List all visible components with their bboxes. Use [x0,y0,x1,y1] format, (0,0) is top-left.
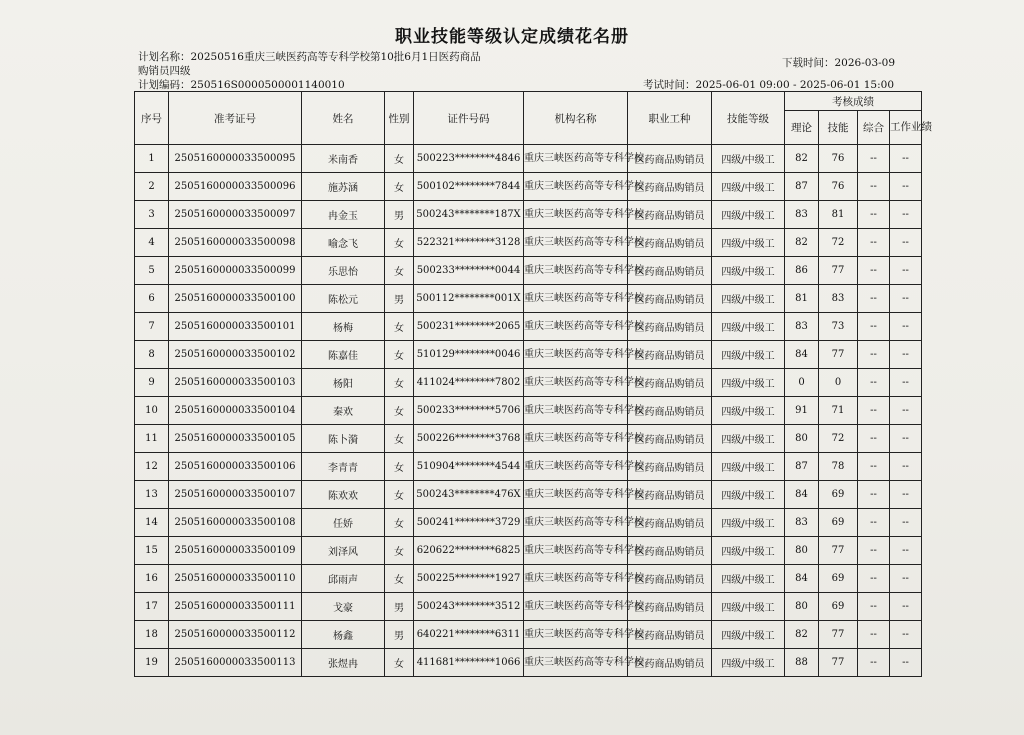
cell-id-no: 640221********6311 [414,621,524,649]
cell-org: 重庆三峡医药高等专科学校 [524,229,628,257]
cell-skill: 73 [819,313,858,341]
cell-work: -- [890,341,922,369]
cell-id-no: 500243********187X [414,201,524,229]
cell-gender: 女 [385,453,414,481]
plan-name: 计划名称：20250516重庆三峡医药高等专科学校第10批6月1日医药商品 [138,51,481,63]
cell-work: -- [890,313,922,341]
cell-seq: 13 [135,481,169,509]
cell-ticket: 2505160000033500113 [169,649,302,677]
header-gender: 性别 [385,92,414,145]
table-row [135,397,922,425]
cell-id-no: 500241********3729 [414,509,524,537]
cell-id-no: 510904********4544 [414,453,524,481]
cell-overall: -- [858,229,890,257]
cell-work: -- [890,173,922,201]
score-roster-table [134,91,932,677]
cell-overall: -- [858,621,890,649]
cell-org: 重庆三峡医药高等专科学校 [524,649,628,677]
cell-gender: 女 [385,341,414,369]
cell-id-no: 500233********5706 [414,397,524,425]
cell-name: 陈欢欢 [302,481,385,509]
cell-overall: -- [858,341,890,369]
header-occupation: 职业工种 [628,92,712,145]
cell-level: 四级/中级工 [712,145,785,173]
cell-theory: 80 [785,593,819,621]
cell-gender: 女 [385,397,414,425]
cell-skill: 69 [819,481,858,509]
cell-org: 重庆三峡医药高等专科学校 [524,425,628,453]
cell-level: 四级/中级工 [712,453,785,481]
cell-occupation: 医药商品购销员 [628,453,712,481]
table-row [135,593,922,621]
table-row [135,257,922,285]
header-theory: 理论 [785,111,819,145]
cell-gender: 女 [385,229,414,257]
cell-id-no: 620622********6825 [414,537,524,565]
cell-ticket: 2505160000033500101 [169,313,302,341]
cell-overall: -- [858,257,890,285]
header-overall: 综合 [858,111,890,145]
cell-id-no: 500112********001X [414,285,524,313]
cell-skill: 77 [819,537,858,565]
table-row [135,621,922,649]
table-row [135,313,922,341]
cell-level: 四级/中级工 [712,257,785,285]
cell-seq: 10 [135,397,169,425]
cell-work: -- [890,285,922,313]
cell-work: -- [890,593,922,621]
cell-name: 邱雨声 [302,565,385,593]
cell-id-no: 411681********1066 [414,649,524,677]
cell-seq: 19 [135,649,169,677]
cell-theory: 84 [785,481,819,509]
cell-org: 重庆三峡医药高等专科学校 [524,313,628,341]
cell-theory: 80 [785,425,819,453]
cell-occupation: 医药商品购销员 [628,537,712,565]
cell-skill: 78 [819,453,858,481]
cell-org: 重庆三峡医药高等专科学校 [524,621,628,649]
cell-ticket: 2505160000033500106 [169,453,302,481]
exam-time: 考试时间：2025-06-01 09:00 - 2025-06-01 15:00 [643,79,894,91]
cell-level: 四级/中级工 [712,621,785,649]
table-row [135,453,922,481]
table-row [135,341,922,369]
cell-id-no: 500243********476X [414,481,524,509]
cell-occupation: 医药商品购销员 [628,145,712,173]
cell-overall: -- [858,425,890,453]
cell-ticket: 2505160000033500099 [169,257,302,285]
cell-name: 施苏涵 [302,173,385,201]
cell-org: 重庆三峡医药高等专科学校 [524,257,628,285]
cell-overall: -- [858,313,890,341]
cell-name: 喻念飞 [302,229,385,257]
cell-org: 重庆三峡医药高等专科学校 [524,537,628,565]
cell-name: 陈卜漪 [302,425,385,453]
cell-level: 四级/中级工 [712,481,785,509]
table-row [135,173,922,201]
cell-seq: 14 [135,509,169,537]
cell-seq: 4 [135,229,169,257]
cell-level: 四级/中级工 [712,397,785,425]
cell-skill: 81 [819,201,858,229]
table-row [135,369,922,397]
cell-org: 重庆三峡医药高等专科学校 [524,397,628,425]
table-row [135,285,922,313]
cell-work: -- [890,649,922,677]
cell-occupation: 医药商品购销员 [628,509,712,537]
cell-seq: 2 [135,173,169,201]
cell-seq: 11 [135,425,169,453]
cell-gender: 女 [385,649,414,677]
cell-name: 刘泽风 [302,537,385,565]
cell-work: -- [890,425,922,453]
cell-occupation: 医药商品购销员 [628,593,712,621]
cell-skill: 69 [819,509,858,537]
header-scores-group: 考核成绩 [785,92,922,111]
cell-work: -- [890,397,922,425]
cell-org: 重庆三峡医药高等专科学校 [524,145,628,173]
header-seq: 序号 [135,92,169,145]
cell-name: 秦欢 [302,397,385,425]
cell-skill: 72 [819,229,858,257]
cell-occupation: 医药商品购销员 [628,229,712,257]
cell-overall: -- [858,173,890,201]
cell-overall: -- [858,537,890,565]
cell-skill: 77 [819,649,858,677]
document-title: 职业技能等级认定成绩花名册 [395,27,629,47]
cell-overall: -- [858,397,890,425]
table-row [135,201,922,229]
cell-ticket: 2505160000033500108 [169,509,302,537]
cell-ticket: 2505160000033500104 [169,397,302,425]
cell-gender: 女 [385,257,414,285]
cell-ticket: 2505160000033500109 [169,537,302,565]
cell-id-no: 500233********0044 [414,257,524,285]
cell-work: -- [890,229,922,257]
header-ticket: 准考证号 [169,92,302,145]
cell-seq: 9 [135,369,169,397]
cell-ticket: 2505160000033500103 [169,369,302,397]
cell-skill: 77 [819,341,858,369]
table-row [135,537,922,565]
cell-level: 四级/中级工 [712,173,785,201]
cell-level: 四级/中级工 [712,593,785,621]
cell-overall: -- [858,509,890,537]
cell-work: -- [890,453,922,481]
cell-theory: 84 [785,565,819,593]
cell-org: 重庆三峡医药高等专科学校 [524,453,628,481]
cell-gender: 女 [385,481,414,509]
cell-name: 杨鑫 [302,621,385,649]
plan-name-continued: 购销员四级 [138,65,191,77]
cell-ticket: 2505160000033500102 [169,341,302,369]
cell-work: -- [890,565,922,593]
cell-name: 冉金玉 [302,201,385,229]
cell-seq: 5 [135,257,169,285]
cell-skill: 0 [819,369,858,397]
cell-id-no: 510129********0046 [414,341,524,369]
cell-org: 重庆三峡医药高等专科学校 [524,341,628,369]
cell-skill: 77 [819,257,858,285]
cell-id-no: 522321********3128 [414,229,524,257]
cell-overall: -- [858,593,890,621]
cell-occupation: 医药商品购销员 [628,369,712,397]
cell-theory: 87 [785,173,819,201]
cell-occupation: 医药商品购销员 [628,481,712,509]
cell-name: 李青青 [302,453,385,481]
header-skill: 技能 [819,111,858,145]
cell-gender: 女 [385,369,414,397]
cell-gender: 女 [385,425,414,453]
cell-theory: 83 [785,201,819,229]
cell-overall: -- [858,481,890,509]
cell-id-no: 500225********1927 [414,565,524,593]
cell-theory: 0 [785,369,819,397]
cell-org: 重庆三峡医药高等专科学校 [524,481,628,509]
cell-occupation: 医药商品购销员 [628,341,712,369]
cell-theory: 80 [785,537,819,565]
cell-level: 四级/中级工 [712,201,785,229]
cell-seq: 16 [135,565,169,593]
cell-theory: 88 [785,649,819,677]
cell-seq: 3 [135,201,169,229]
cell-name: 任娇 [302,509,385,537]
cell-work: -- [890,509,922,537]
cell-theory: 81 [785,285,819,313]
cell-overall: -- [858,285,890,313]
cell-overall: -- [858,565,890,593]
cell-seq: 7 [135,313,169,341]
cell-name: 张煜冉 [302,649,385,677]
download-time: 下载时间：2026-03-09 [782,57,896,69]
cell-skill: 69 [819,565,858,593]
table-row [135,481,922,509]
cell-level: 四级/中级工 [712,341,785,369]
cell-work: -- [890,481,922,509]
cell-id-no: 500226********3768 [414,425,524,453]
cell-skill: 77 [819,621,858,649]
cell-theory: 91 [785,397,819,425]
cell-ticket: 2505160000033500096 [169,173,302,201]
cell-overall: -- [858,649,890,677]
cell-org: 重庆三峡医药高等专科学校 [524,509,628,537]
cell-work: -- [890,201,922,229]
cell-overall: -- [858,201,890,229]
cell-org: 重庆三峡医药高等专科学校 [524,593,628,621]
cell-org: 重庆三峡医药高等专科学校 [524,285,628,313]
cell-seq: 1 [135,145,169,173]
cell-gender: 女 [385,313,414,341]
plan-code: 计划编码：250516S0000500001140010 [138,79,345,91]
cell-name: 陈松元 [302,285,385,313]
cell-ticket: 2505160000033500110 [169,565,302,593]
cell-occupation: 医药商品购销员 [628,285,712,313]
cell-seq: 18 [135,621,169,649]
cell-gender: 女 [385,173,414,201]
cell-id-no: 500102********7844 [414,173,524,201]
cell-org: 重庆三峡医药高等专科学校 [524,369,628,397]
cell-occupation: 医药商品购销员 [628,201,712,229]
cell-gender: 男 [385,621,414,649]
cell-name: 陈嘉佳 [302,341,385,369]
cell-name: 杨梅 [302,313,385,341]
cell-gender: 男 [385,593,414,621]
cell-level: 四级/中级工 [712,313,785,341]
cell-ticket: 2505160000033500098 [169,229,302,257]
cell-org: 重庆三峡医药高等专科学校 [524,173,628,201]
cell-overall: -- [858,145,890,173]
cell-overall: -- [858,453,890,481]
cell-theory: 82 [785,145,819,173]
cell-name: 戈豪 [302,593,385,621]
table-row [135,565,922,593]
cell-skill: 83 [819,285,858,313]
cell-id-no: 500223********4846 [414,145,524,173]
header-org: 机构名称 [524,92,628,145]
cell-occupation: 医药商品购销员 [628,173,712,201]
table-row [135,145,922,173]
cell-gender: 女 [385,537,414,565]
cell-org: 重庆三峡医药高等专科学校 [524,565,628,593]
cell-skill: 71 [819,397,858,425]
cell-work: -- [890,145,922,173]
cell-work: -- [890,537,922,565]
header-id-no: 证件号码 [414,92,524,145]
cell-skill: 72 [819,425,858,453]
cell-theory: 83 [785,313,819,341]
cell-level: 四级/中级工 [712,565,785,593]
cell-level: 四级/中级工 [712,425,785,453]
cell-ticket: 2505160000033500100 [169,285,302,313]
header-work: 工作业绩 [890,111,922,145]
cell-name: 杨阳 [302,369,385,397]
cell-gender: 男 [385,201,414,229]
cell-theory: 82 [785,621,819,649]
table-body [135,145,922,677]
cell-skill: 69 [819,593,858,621]
cell-ticket: 2505160000033500107 [169,481,302,509]
cell-ticket: 2505160000033500111 [169,593,302,621]
cell-work: -- [890,621,922,649]
cell-level: 四级/中级工 [712,509,785,537]
cell-level: 四级/中级工 [712,229,785,257]
cell-occupation: 医药商品购销员 [628,425,712,453]
cell-occupation: 医药商品购销员 [628,257,712,285]
cell-occupation: 医药商品购销员 [628,565,712,593]
cell-id-no: 411024********7802 [414,369,524,397]
cell-occupation: 医药商品购销员 [628,313,712,341]
table-row [135,509,922,537]
cell-occupation: 医药商品购销员 [628,649,712,677]
cell-occupation: 医药商品购销员 [628,397,712,425]
cell-level: 四级/中级工 [712,369,785,397]
cell-skill: 76 [819,145,858,173]
cell-work: -- [890,369,922,397]
cell-level: 四级/中级工 [712,537,785,565]
cell-gender: 男 [385,285,414,313]
cell-gender: 女 [385,565,414,593]
cell-ticket: 2505160000033500095 [169,145,302,173]
cell-seq: 6 [135,285,169,313]
cell-name: 乐思怡 [302,257,385,285]
cell-theory: 83 [785,509,819,537]
cell-skill: 76 [819,173,858,201]
cell-org: 重庆三峡医药高等专科学校 [524,201,628,229]
cell-theory: 84 [785,341,819,369]
table-row [135,229,922,257]
cell-seq: 17 [135,593,169,621]
cell-work: -- [890,257,922,285]
cell-occupation: 医药商品购销员 [628,621,712,649]
cell-theory: 87 [785,453,819,481]
cell-level: 四级/中级工 [712,285,785,313]
cell-level: 四级/中级工 [712,649,785,677]
cell-seq: 12 [135,453,169,481]
header-level: 技能等级 [712,92,785,145]
cell-id-no: 500243********3512 [414,593,524,621]
cell-theory: 86 [785,257,819,285]
cell-theory: 82 [785,229,819,257]
cell-gender: 女 [385,145,414,173]
table-row [135,425,922,453]
cell-id-no: 500231********2065 [414,313,524,341]
cell-overall: -- [858,369,890,397]
cell-gender: 女 [385,509,414,537]
table-row [135,649,922,677]
cell-ticket: 2505160000033500097 [169,201,302,229]
cell-name: 米南香 [302,145,385,173]
header-name: 姓名 [302,92,385,145]
cell-seq: 15 [135,537,169,565]
cell-ticket: 2505160000033500105 [169,425,302,453]
cell-ticket: 2505160000033500112 [169,621,302,649]
cell-seq: 8 [135,341,169,369]
